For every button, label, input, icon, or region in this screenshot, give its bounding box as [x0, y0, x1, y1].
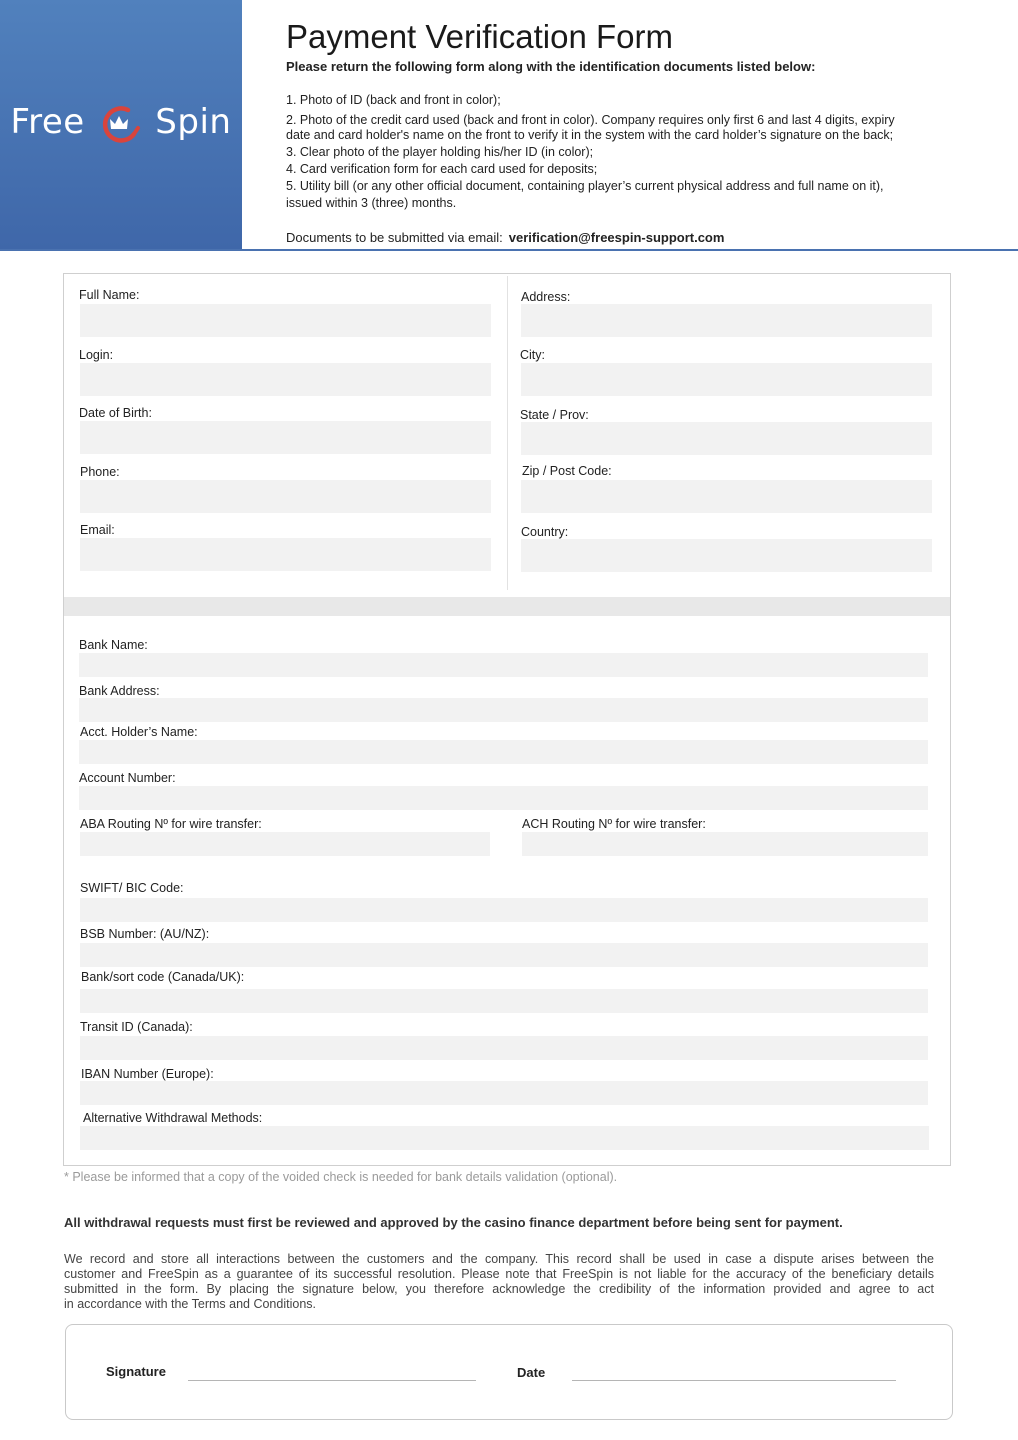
state-prov-field[interactable] — [521, 422, 932, 455]
bank-address-field[interactable] — [79, 698, 928, 722]
logo-text-free: Free — [10, 102, 85, 142]
date-of-birth-field[interactable] — [80, 421, 491, 454]
withdrawal-notice: All withdrawal requests must first be reviewed and approved by the casino finance department before being sent for payment. — [64, 1215, 843, 1230]
email-label: Email: — [80, 523, 115, 537]
login-label: Login: — [79, 348, 114, 362]
phone-field[interactable] — [80, 480, 491, 513]
freespin-logo — [0, 102, 242, 144]
bank-address-label: Bank Address: — [79, 684, 160, 698]
section-separator — [64, 597, 950, 616]
requirement-3: 3. Clear photo of the player holding his/her ID (in color); — [286, 145, 594, 159]
legal-disclaimer: We record and store all interactions between the customers and the company. This record shall be used in case a dispute arises between the customer and FreeSpin as a guarantee of its successful resolution. Please note that FreeSpin is not liable for the accuracy of the beneficiary details submitted in the form. By placing the signature below, you therefore acknowledge the credibility of the information provided and agree to act in accordance with the Terms and Conditions. — [64, 1252, 934, 1311]
account-number-label: Account Number: — [79, 771, 176, 785]
column-divider — [507, 276, 508, 590]
transit-id-field[interactable] — [80, 1036, 928, 1060]
swift-bic-field[interactable] — [80, 898, 928, 922]
zip-post-code-field[interactable] — [521, 480, 932, 513]
transit-id-label: Transit ID (Canada): — [80, 1020, 193, 1034]
page-title: Payment Verification Form — [286, 18, 673, 55]
date-of-birth-label: Date of Birth: — [79, 406, 152, 420]
signature-box — [65, 1324, 953, 1420]
aba-routing-field[interactable] — [80, 832, 490, 856]
email-prefix: Documents to be submitted via email: — [286, 230, 503, 245]
country-label: Country: — [521, 525, 569, 539]
sort-code-field[interactable] — [80, 989, 928, 1013]
email-field[interactable] — [80, 538, 491, 571]
sort-code-label: Bank/sort code (Canada/UK): — [81, 970, 245, 984]
swift-bic-label: SWIFT/ BIC Code: — [80, 881, 184, 895]
ach-routing-field[interactable] — [522, 832, 928, 856]
aba-routing-label: ABA Routing Nº for wire transfer: — [80, 817, 262, 831]
header-divider — [0, 249, 1018, 251]
requirement-1: 1. Photo of ID (back and front in color); — [286, 93, 501, 107]
city-label: City: — [520, 348, 545, 362]
state-prov-label: State / Prov: — [520, 408, 589, 422]
requirement-2: 2. Photo of the credit card used (back and front in color). Company requires only first 6 and last 4 digits, expiry date and card holder's name on the front to verify it in the system with the card holder’s signature on the back; — [286, 113, 895, 142]
alternative-withdrawal-label: Alternative Withdrawal Methods: — [83, 1111, 263, 1125]
date-line[interactable] — [572, 1380, 896, 1381]
account-holder-name-field[interactable] — [79, 740, 928, 764]
country-field[interactable] — [521, 539, 932, 572]
ach-routing-label: ACH Routing Nº for wire transfer: — [522, 817, 706, 831]
alternative-withdrawal-field[interactable] — [80, 1126, 929, 1150]
full-name-label: Full Name: — [79, 288, 140, 302]
requirement-5: 5. Utility bill (or any other official document, containing player’s current physical address and full name on it), issued within 3 (three) months. — [286, 179, 884, 210]
signature-label: Signature — [106, 1364, 166, 1379]
logo-text-spin: Spin — [155, 102, 232, 142]
verification-email-link[interactable]: verification@freespin-support.com — [508, 230, 725, 245]
full-name-field[interactable] — [80, 304, 491, 337]
address-field[interactable] — [521, 304, 932, 337]
requirement-4: 4. Card verification form for each card used for deposits; — [286, 162, 598, 176]
iban-number-label: IBAN Number (Europe): — [81, 1067, 214, 1081]
phone-label: Phone: — [80, 465, 120, 479]
iban-number-field[interactable] — [80, 1081, 928, 1105]
account-holder-name-label: Acct. Holder’s Name: — [80, 725, 198, 739]
bsb-number-field[interactable] — [80, 943, 928, 967]
page-subtitle: Please return the following form along with the identification documents listed below: — [286, 59, 816, 74]
date-label: Date — [517, 1365, 546, 1380]
address-label: Address: — [521, 290, 571, 304]
signature-line[interactable] — [188, 1380, 476, 1381]
city-field[interactable] — [521, 363, 932, 396]
bsb-number-label: BSB Number: (AU/NZ): — [80, 927, 210, 941]
account-number-field[interactable] — [79, 786, 928, 810]
submission-email-line — [286, 230, 724, 245]
crown-swirl-icon — [98, 104, 142, 144]
voided-check-note: * Please be informed that a copy of the voided check is needed for bank details validation (optional). — [64, 1170, 618, 1184]
login-field[interactable] — [80, 363, 491, 396]
bank-name-field[interactable] — [79, 653, 928, 677]
bank-name-label: Bank Name: — [79, 638, 148, 652]
zip-post-code-label: Zip / Post Code: — [522, 464, 612, 478]
